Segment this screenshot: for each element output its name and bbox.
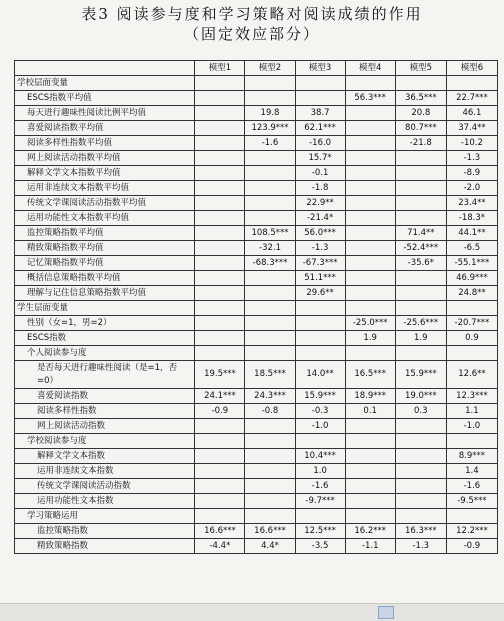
coefficient-cell: 12.5***: [295, 524, 345, 539]
coefficient-cell: -4.4*: [195, 539, 245, 554]
row-label: 学校层面变量: [15, 76, 195, 91]
table-row: [15, 419, 498, 434]
coefficient-cell: [345, 509, 395, 524]
coefficient-cell: [195, 346, 245, 361]
coefficient-cell: 123.9***: [245, 121, 295, 136]
table-row: [15, 271, 498, 286]
table-row: [15, 181, 498, 196]
regression-table: [14, 60, 498, 554]
coefficient-cell: [446, 301, 497, 316]
coefficient-cell: [245, 449, 295, 464]
coefficient-cell: -68.3***: [245, 256, 295, 271]
coefficient-cell: [395, 271, 446, 286]
row-label: 精致策略指数平均值: [15, 241, 195, 256]
coefficient-cell: 24.1***: [195, 389, 245, 404]
row-label: 网上阅读活动指数: [15, 419, 195, 434]
row-label: 个人阅读参与度: [15, 346, 195, 361]
table-row: [15, 76, 498, 91]
coefficient-cell: -0.1: [295, 166, 345, 181]
table-row: [15, 121, 498, 136]
coefficient-cell: [245, 166, 295, 181]
coefficient-cell: [195, 256, 245, 271]
coefficient-cell: 46.1: [446, 106, 497, 121]
coefficient-cell: 44.1**: [446, 226, 497, 241]
row-label: 学校阅读参与度: [15, 434, 195, 449]
coefficient-cell: 56.0***: [295, 226, 345, 241]
coefficient-cell: [195, 509, 245, 524]
row-label: 喜爱阅读指数: [15, 389, 195, 404]
coefficient-cell: [195, 301, 245, 316]
coefficient-cell: [395, 419, 446, 434]
coefficient-cell: 56.3***: [345, 91, 395, 106]
coefficient-cell: 19.5***: [195, 361, 245, 389]
coefficient-cell: [295, 346, 345, 361]
coefficient-cell: [245, 181, 295, 196]
table-row: [15, 166, 498, 181]
table-row: [15, 539, 498, 554]
row-label: ESCS指数平均值: [15, 91, 195, 106]
coefficient-cell: -20.7***: [446, 316, 497, 331]
scrollbar-thumb[interactable]: [378, 606, 394, 619]
coefficient-cell: 51.1***: [295, 271, 345, 286]
coefficient-cell: [345, 494, 395, 509]
coefficient-cell: [345, 301, 395, 316]
coefficient-cell: 10.4***: [295, 449, 345, 464]
coefficient-cell: 23.4**: [446, 196, 497, 211]
coefficient-cell: 36.5***: [395, 91, 446, 106]
coefficient-cell: [345, 181, 395, 196]
coefficient-cell: [245, 346, 295, 361]
coefficient-cell: [345, 449, 395, 464]
table-row: [15, 136, 498, 151]
coefficient-cell: -0.8: [245, 404, 295, 419]
table-row: [15, 106, 498, 121]
column-header: 模型4: [345, 61, 395, 76]
coefficient-cell: [245, 419, 295, 434]
coefficient-cell: 1.9: [395, 331, 446, 346]
coefficient-cell: 16.6***: [195, 524, 245, 539]
coefficient-cell: [195, 181, 245, 196]
coefficient-cell: [195, 464, 245, 479]
table-row: [15, 494, 498, 509]
table-row: [15, 346, 498, 361]
coefficient-cell: [345, 419, 395, 434]
coefficient-cell: [195, 76, 245, 91]
coefficient-cell: [295, 509, 345, 524]
horizontal-scrollbar[interactable]: [0, 603, 504, 621]
column-header: 模型3: [295, 61, 345, 76]
coefficient-cell: [295, 91, 345, 106]
table-row: [15, 151, 498, 166]
coefficient-cell: -21.8: [395, 136, 446, 151]
coefficient-cell: 19.8: [245, 106, 295, 121]
coefficient-cell: [245, 301, 295, 316]
coefficient-cell: -25.0***: [345, 316, 395, 331]
coefficient-cell: -1.6: [295, 479, 345, 494]
coefficient-cell: [395, 181, 446, 196]
coefficient-cell: 18.9***: [345, 389, 395, 404]
coefficient-cell: [245, 211, 295, 226]
coefficient-cell: -1.1: [345, 539, 395, 554]
row-label: 学习策略运用: [15, 509, 195, 524]
row-label: 网上阅读活动指数平均值: [15, 151, 195, 166]
coefficient-cell: [295, 434, 345, 449]
column-header: 模型5: [395, 61, 446, 76]
coefficient-cell: 1.4: [446, 464, 497, 479]
coefficient-cell: [195, 271, 245, 286]
coefficient-cell: [446, 346, 497, 361]
coefficient-cell: -1.6: [446, 479, 497, 494]
coefficient-cell: -2.0: [446, 181, 497, 196]
row-label: 监控策略指数平均值: [15, 226, 195, 241]
coefficient-cell: [446, 76, 497, 91]
row-label: 理解与记住信息策略指数平均值: [15, 286, 195, 301]
coefficient-cell: 0.9: [446, 331, 497, 346]
coefficient-cell: [395, 76, 446, 91]
table-row: [15, 286, 498, 301]
coefficient-cell: 8.9***: [446, 449, 497, 464]
coefficient-cell: 0.3: [395, 404, 446, 419]
coefficient-cell: [345, 286, 395, 301]
coefficient-cell: [395, 509, 446, 524]
coefficient-cell: -1.0: [446, 419, 497, 434]
coefficient-cell: 29.6**: [295, 286, 345, 301]
coefficient-cell: 1.1: [446, 404, 497, 419]
coefficient-cell: [345, 271, 395, 286]
coefficient-cell: [395, 166, 446, 181]
table-row: [15, 404, 498, 419]
coefficient-cell: -1.6: [245, 136, 295, 151]
coefficient-cell: 38.7: [295, 106, 345, 121]
row-label: 是否每天进行趣味性阅读（是=1，否=0）: [15, 361, 195, 389]
coefficient-cell: [195, 449, 245, 464]
coefficient-cell: [345, 464, 395, 479]
coefficient-cell: [245, 151, 295, 166]
table-row: [15, 389, 498, 404]
coefficient-cell: 108.5***: [245, 226, 295, 241]
row-label: 传统文学课阅读活动指数平均值: [15, 196, 195, 211]
coefficient-cell: [195, 151, 245, 166]
coefficient-cell: 46.9***: [446, 271, 497, 286]
row-label: 每天进行趣味性阅读比例平均值: [15, 106, 195, 121]
coefficient-cell: 24.3***: [245, 389, 295, 404]
table-row: [15, 479, 498, 494]
coefficient-cell: -3.5: [295, 539, 345, 554]
coefficient-cell: [395, 211, 446, 226]
coefficient-cell: -0.3: [295, 404, 345, 419]
coefficient-cell: -18.3*: [446, 211, 497, 226]
coefficient-cell: 16.3***: [395, 524, 446, 539]
coefficient-cell: [345, 106, 395, 121]
coefficient-cell: [345, 121, 395, 136]
coefficient-cell: [345, 196, 395, 211]
coefficient-cell: 80.7***: [395, 121, 446, 136]
column-header: 模型1: [195, 61, 245, 76]
coefficient-cell: 14.0**: [295, 361, 345, 389]
coefficient-cell: [195, 286, 245, 301]
row-label: ESCS指数: [15, 331, 195, 346]
coefficient-cell: [195, 136, 245, 151]
coefficient-cell: [195, 331, 245, 346]
coefficient-cell: [345, 241, 395, 256]
table-row: [15, 226, 498, 241]
coefficient-cell: 22.9**: [295, 196, 345, 211]
coefficient-cell: 18.5***: [245, 361, 295, 389]
coefficient-cell: [395, 434, 446, 449]
coefficient-cell: -32.1: [245, 241, 295, 256]
table-row: [15, 331, 498, 346]
coefficient-cell: -0.9: [446, 539, 497, 554]
row-label: 解释文学文本指数: [15, 449, 195, 464]
coefficient-cell: [345, 226, 395, 241]
coefficient-cell: -55.1***: [446, 256, 497, 271]
coefficient-cell: 12.3***: [446, 389, 497, 404]
coefficient-cell: [245, 91, 295, 106]
table-row: [15, 434, 498, 449]
coefficient-cell: -67.3***: [295, 256, 345, 271]
table-row: [15, 524, 498, 539]
coefficient-cell: [395, 151, 446, 166]
coefficient-cell: [446, 509, 497, 524]
coefficient-cell: [395, 196, 446, 211]
coefficient-cell: -1.3: [446, 151, 497, 166]
coefficient-cell: [245, 76, 295, 91]
coefficient-cell: [245, 316, 295, 331]
coefficient-cell: [195, 434, 245, 449]
coefficient-cell: [345, 434, 395, 449]
coefficient-cell: -52.4***: [395, 241, 446, 256]
coefficient-cell: [295, 301, 345, 316]
coefficient-cell: 1.0: [295, 464, 345, 479]
coefficient-cell: -21.4*: [295, 211, 345, 226]
row-label: 运用非连续文本指数平均值: [15, 181, 195, 196]
coefficient-cell: [345, 211, 395, 226]
coefficient-cell: [345, 76, 395, 91]
coefficient-cell: [345, 166, 395, 181]
coefficient-cell: 4.4*: [245, 539, 295, 554]
row-label: 运用功能性文本指数: [15, 494, 195, 509]
table-row: [15, 91, 498, 106]
header-row: [15, 61, 498, 76]
coefficient-cell: [295, 331, 345, 346]
coefficient-cell: -8.9: [446, 166, 497, 181]
coefficient-cell: 12.6**: [446, 361, 497, 389]
coefficient-cell: [345, 151, 395, 166]
coefficient-cell: [345, 346, 395, 361]
coefficient-cell: -1.3: [295, 241, 345, 256]
row-label: 运用功能性文本指数平均值: [15, 211, 195, 226]
coefficient-cell: 71.4**: [395, 226, 446, 241]
table-row: [15, 509, 498, 524]
coefficient-cell: [295, 76, 345, 91]
coefficient-cell: [245, 434, 295, 449]
coefficient-cell: [245, 464, 295, 479]
coefficient-cell: [395, 301, 446, 316]
coefficient-cell: [195, 91, 245, 106]
table-row: [15, 464, 498, 479]
coefficient-cell: [195, 419, 245, 434]
coefficient-cell: [295, 316, 345, 331]
coefficient-cell: [195, 196, 245, 211]
row-label: 解释文学文本指数平均值: [15, 166, 195, 181]
table-caption: [0, 0, 504, 60]
coefficient-cell: 19.0***: [395, 389, 446, 404]
coefficient-cell: -0.9: [195, 404, 245, 419]
regression-table-container: [14, 60, 498, 554]
coefficient-cell: [395, 286, 446, 301]
coefficient-cell: [245, 196, 295, 211]
row-label: 阅读多样性指数: [15, 404, 195, 419]
table-row: [15, 316, 498, 331]
coefficient-cell: 16.2***: [345, 524, 395, 539]
coefficient-cell: [195, 106, 245, 121]
coefficient-cell: [195, 479, 245, 494]
table-subtitle: （固定效应部分）: [183, 25, 320, 43]
row-label: 阅读多样性指数平均值: [15, 136, 195, 151]
column-header: 模型6: [446, 61, 497, 76]
coefficient-cell: 24.8**: [446, 286, 497, 301]
coefficient-cell: -35.6*: [395, 256, 446, 271]
row-label: 记忆策略指数平均值: [15, 256, 195, 271]
coefficient-cell: [345, 479, 395, 494]
coefficient-cell: 1.9: [345, 331, 395, 346]
coefficient-cell: [395, 346, 446, 361]
coefficient-cell: [245, 286, 295, 301]
coefficient-cell: 37.4**: [446, 121, 497, 136]
table-row: [15, 361, 498, 389]
row-label: 概括信息策略指数平均值: [15, 271, 195, 286]
table-title: 表3 阅读参与度和学习策略对阅读成绩的作用: [81, 5, 423, 23]
coefficient-cell: [446, 434, 497, 449]
row-label: 传统文学课阅读活动指数: [15, 479, 195, 494]
coefficient-cell: -1.3: [395, 539, 446, 554]
row-label: 学生层面变量: [15, 301, 195, 316]
coefficient-cell: 15.9***: [295, 389, 345, 404]
coefficient-cell: [195, 226, 245, 241]
coefficient-cell: 16.5***: [345, 361, 395, 389]
coefficient-cell: [345, 136, 395, 151]
coefficient-cell: -1.0: [295, 419, 345, 434]
coefficient-cell: [345, 256, 395, 271]
coefficient-cell: [245, 271, 295, 286]
coefficient-cell: -9.7***: [295, 494, 345, 509]
coefficient-cell: -16.0: [295, 136, 345, 151]
coefficient-cell: [245, 494, 295, 509]
coefficient-cell: -25.6***: [395, 316, 446, 331]
coefficient-cell: -1.8: [295, 181, 345, 196]
coefficient-cell: 15.7*: [295, 151, 345, 166]
column-header: 模型2: [245, 61, 295, 76]
table-row: [15, 211, 498, 226]
table-row: [15, 196, 498, 211]
coefficient-cell: 22.7***: [446, 91, 497, 106]
coefficient-cell: [395, 449, 446, 464]
row-label: 性别（女=1，男=2）: [15, 316, 195, 331]
row-label: 运用非连续文本指数: [15, 464, 195, 479]
table-row: [15, 449, 498, 464]
coefficient-cell: [245, 331, 295, 346]
coefficient-cell: -9.5***: [446, 494, 497, 509]
table-row: [15, 256, 498, 271]
coefficient-cell: [395, 494, 446, 509]
header-corner: [15, 61, 195, 76]
coefficient-cell: -6.5: [446, 241, 497, 256]
row-label: 监控策略指数: [15, 524, 195, 539]
coefficient-cell: [395, 479, 446, 494]
coefficient-cell: [195, 211, 245, 226]
table-row: [15, 301, 498, 316]
row-label: 精致策略指数: [15, 539, 195, 554]
coefficient-cell: 0.1: [345, 404, 395, 419]
coefficient-cell: 20.8: [395, 106, 446, 121]
coefficient-cell: [245, 509, 295, 524]
coefficient-cell: 16.6***: [245, 524, 295, 539]
table-body: [15, 76, 498, 554]
coefficient-cell: [195, 316, 245, 331]
coefficient-cell: [195, 494, 245, 509]
coefficient-cell: [195, 166, 245, 181]
row-label: 喜爱阅读指数平均值: [15, 121, 195, 136]
table-row: [15, 241, 498, 256]
coefficient-cell: 62.1***: [295, 121, 345, 136]
coefficient-cell: [245, 479, 295, 494]
coefficient-cell: [195, 121, 245, 136]
coefficient-cell: 15.9***: [395, 361, 446, 389]
coefficient-cell: -10.2: [446, 136, 497, 151]
coefficient-cell: [195, 241, 245, 256]
coefficient-cell: 12.2***: [446, 524, 497, 539]
coefficient-cell: [395, 464, 446, 479]
